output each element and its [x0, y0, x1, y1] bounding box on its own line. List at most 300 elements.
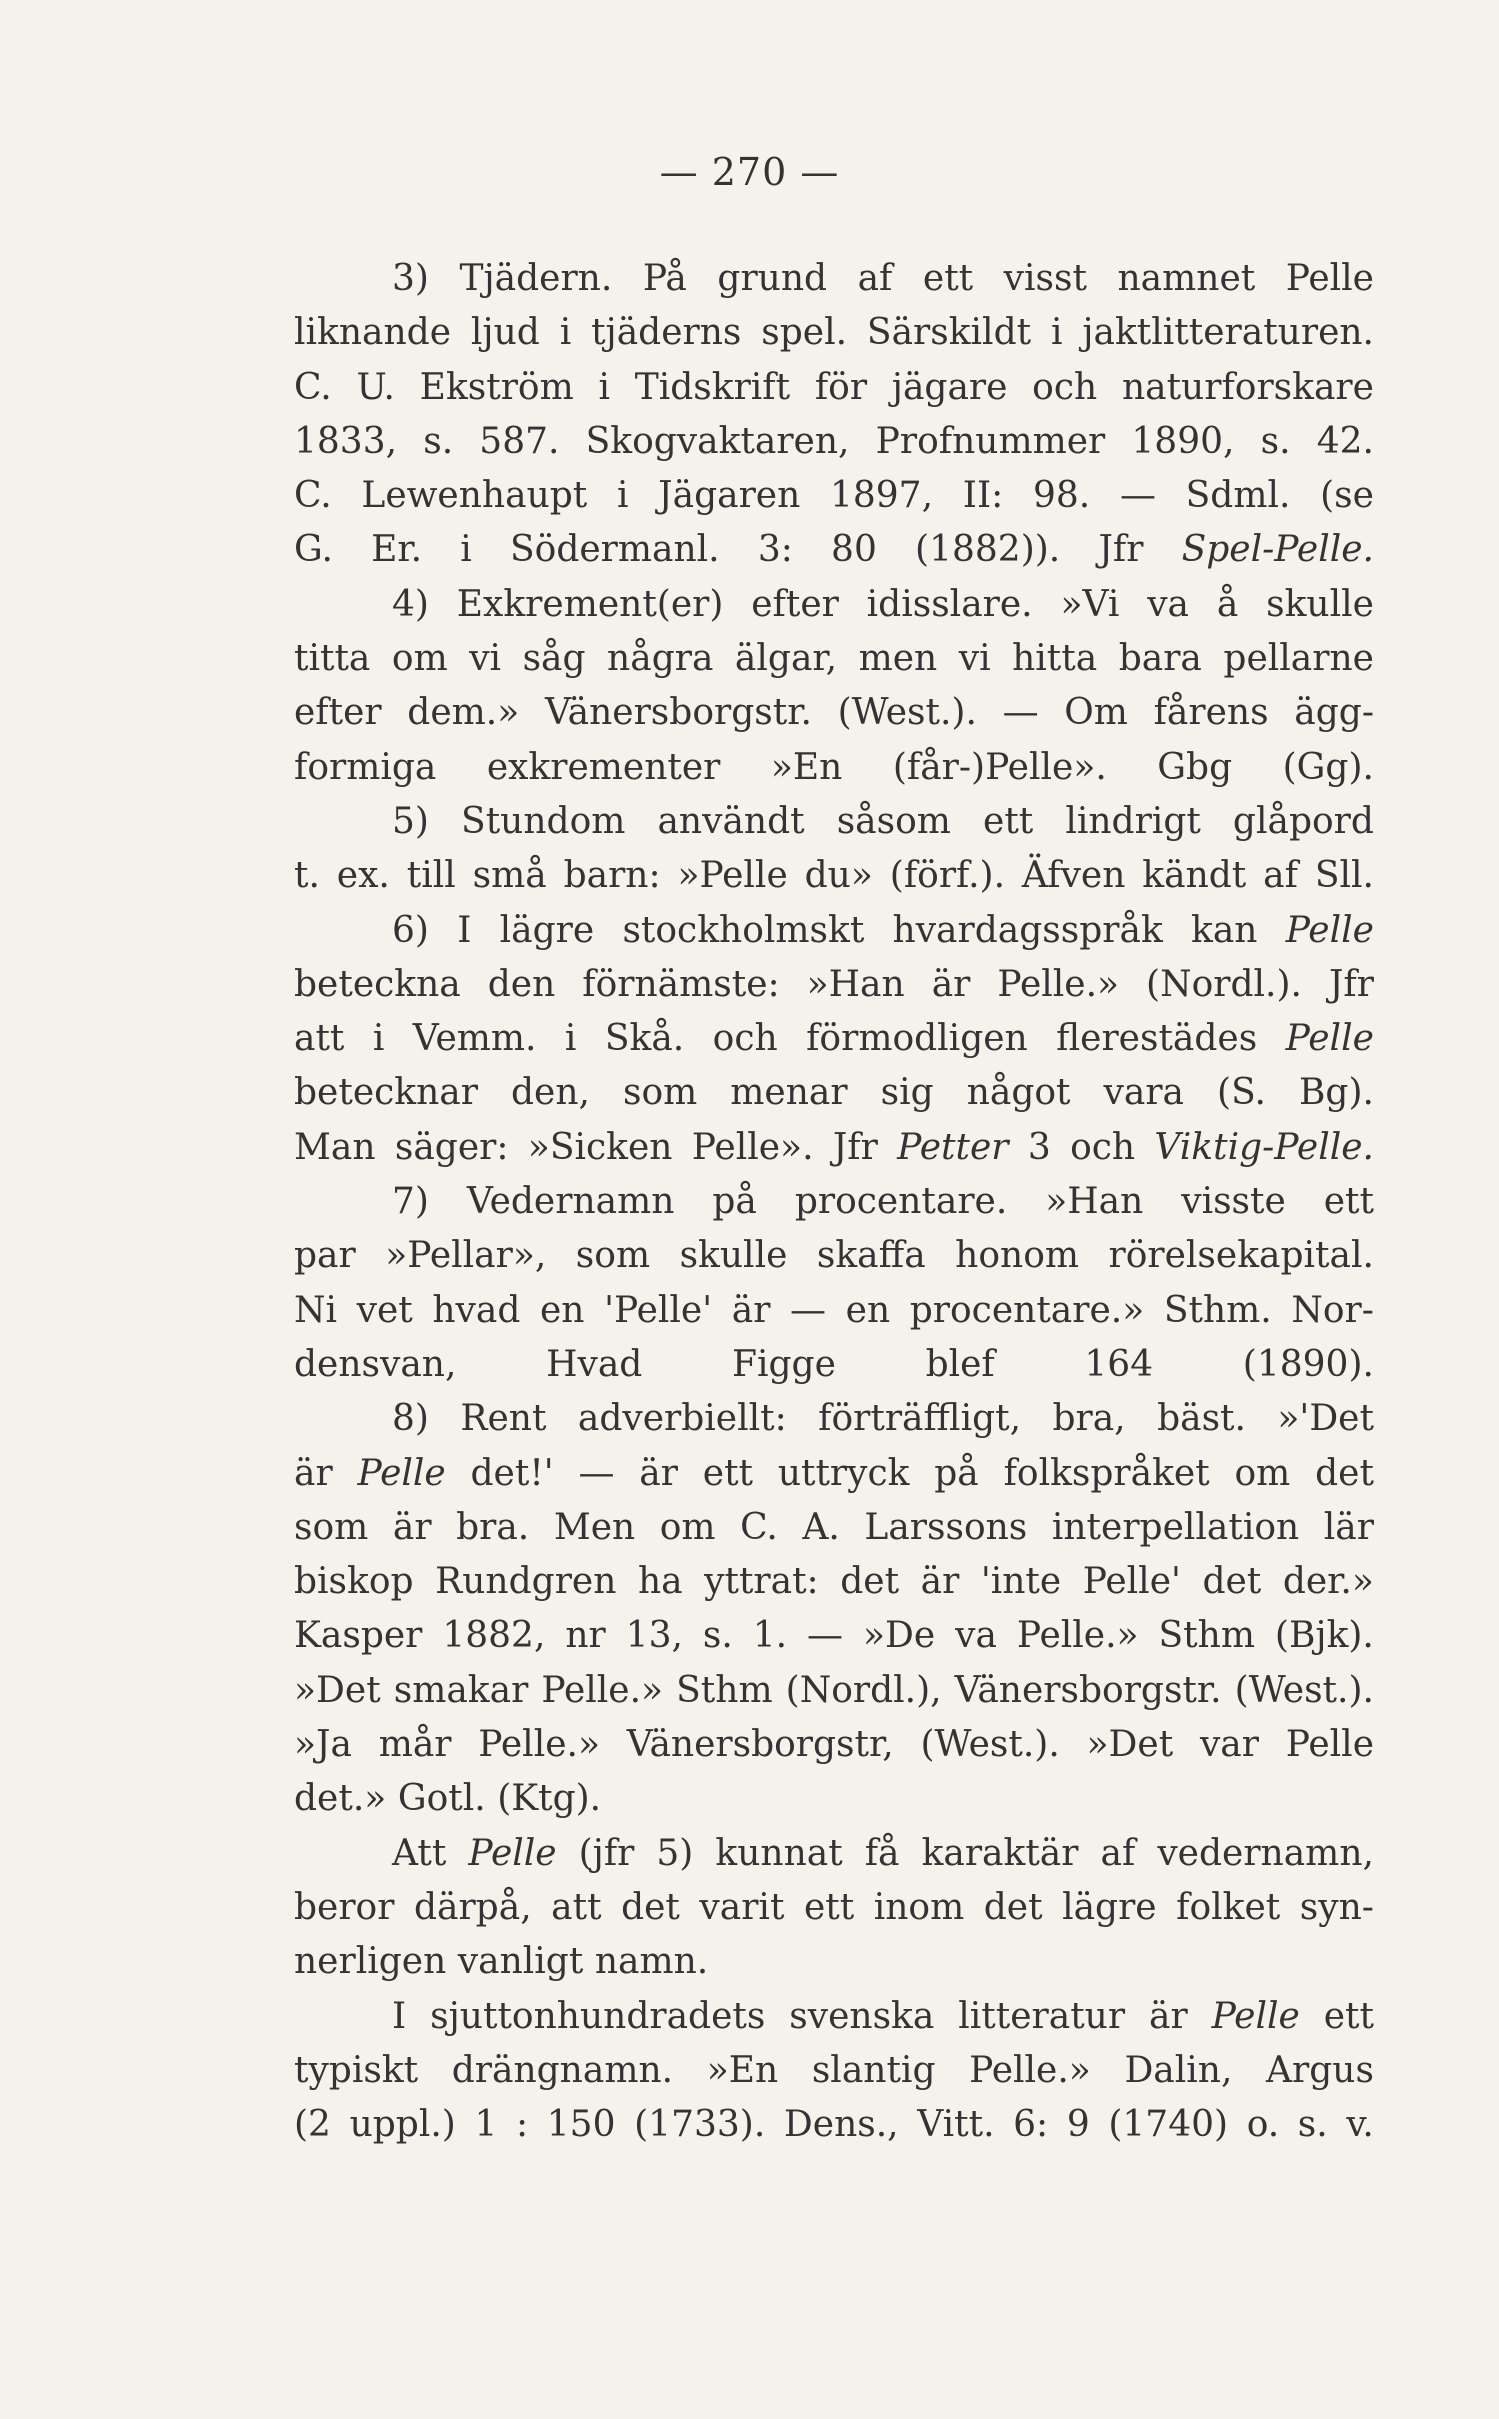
word: t. — [294, 855, 320, 897]
word: bäst. — [1157, 1398, 1246, 1440]
word: »Det — [294, 1669, 381, 1711]
word: Pelle — [1285, 909, 1374, 951]
word: ett — [922, 258, 974, 299]
word: interpellation — [1051, 1506, 1300, 1548]
word: 1890, — [1131, 420, 1235, 462]
word: rörelsekapital. — [1108, 1235, 1374, 1277]
word: procentare.» — [909, 1289, 1145, 1331]
text-line — [294, 1338, 1374, 1392]
word: Vemm. — [412, 1018, 537, 1060]
word: Pelle.» — [1016, 1615, 1139, 1657]
word: : — [516, 2104, 529, 2146]
word: en — [539, 1289, 585, 1331]
word: Skogvaktaren, — [585, 420, 850, 462]
word: är — [920, 1561, 960, 1603]
word: små — [472, 855, 547, 897]
word: ex. — [336, 855, 390, 897]
word: en — [845, 1289, 891, 1331]
word: jaktlitteraturen. — [1082, 312, 1374, 354]
word: 'Pelle' — [604, 1289, 713, 1331]
word: ett — [1323, 1181, 1374, 1223]
word: — — [1002, 692, 1039, 734]
word: pellarne — [1223, 638, 1374, 680]
word: för — [814, 366, 868, 408]
word: Rent — [460, 1398, 547, 1440]
word: Pelle — [468, 1832, 557, 1874]
word: är — [392, 1506, 432, 1548]
text-line — [294, 958, 1374, 1012]
word: det.» — [294, 1778, 387, 1820]
word: »Pelle — [677, 855, 788, 897]
word: i — [460, 529, 472, 571]
word: Vitt. — [917, 2104, 995, 2146]
word: karaktär — [921, 1832, 1079, 1874]
word: du» — [804, 855, 873, 897]
text-line — [294, 1447, 1374, 1501]
word: lägre — [1062, 1886, 1157, 1928]
word: (1733). — [634, 2104, 766, 2146]
word: adverbiellt: — [577, 1398, 787, 1440]
word: 13, — [625, 1615, 683, 1657]
word: visst — [1003, 258, 1087, 299]
word: som — [622, 1072, 698, 1114]
word: Att — [392, 1832, 447, 1874]
word: Sthm — [676, 1669, 773, 1711]
word: ett — [983, 800, 1034, 842]
word: om — [1234, 1452, 1291, 1494]
word: namnet — [1117, 258, 1256, 299]
text-line — [294, 686, 1374, 740]
word: jägare — [891, 366, 1008, 408]
word: det — [1315, 1452, 1374, 1494]
word: stockholmskt — [622, 909, 865, 951]
word: yttrat: — [704, 1561, 819, 1603]
word: i — [616, 475, 629, 517]
word: i — [598, 366, 610, 408]
word: »En — [706, 2049, 779, 2091]
word: få — [864, 1832, 900, 1874]
text-line — [294, 1881, 1374, 1935]
word: Pelle — [1285, 1724, 1374, 1766]
word: ett — [702, 1452, 754, 1494]
text-line — [294, 1609, 1374, 1663]
word: beteckna — [294, 963, 461, 1005]
word: titta — [294, 638, 371, 680]
text-line — [294, 578, 1374, 632]
word: och — [1070, 1126, 1136, 1168]
word: uppl.) — [349, 2104, 456, 2146]
word: Pelle.» — [478, 1724, 600, 1766]
word: det — [983, 1886, 1043, 1928]
word: Vänersborgstr. — [544, 692, 812, 734]
word: 98. — [1032, 475, 1091, 517]
word: »En — [770, 746, 843, 788]
word: 587. — [479, 420, 560, 462]
word: barn: — [563, 855, 661, 897]
word: efter — [751, 583, 839, 625]
word: II: — [962, 475, 1004, 517]
word: »'Det — [1277, 1398, 1374, 1440]
word: lägre — [499, 909, 595, 951]
text-line — [294, 795, 1374, 849]
text-line — [294, 1392, 1374, 1446]
word: 1882, — [442, 1615, 546, 1657]
text-line — [294, 252, 1374, 306]
text-line — [294, 1555, 1374, 1609]
word: vi — [958, 638, 991, 680]
word: sig — [880, 1072, 934, 1114]
word: Lewenhaupt — [361, 475, 588, 517]
word: är — [294, 1452, 333, 1494]
text-line — [294, 1066, 1374, 1120]
word: om — [659, 1506, 716, 1548]
word: typiskt — [294, 2049, 419, 2091]
word: Exkrement(er) — [456, 583, 724, 625]
word: Hvad — [546, 1343, 643, 1385]
word: Vänersborgstr, — [626, 1724, 894, 1766]
word: i — [564, 1018, 577, 1060]
word: 164 — [1084, 1343, 1154, 1385]
word: 3 — [1027, 1126, 1051, 1168]
text-line — [294, 1121, 1374, 1175]
word: men — [858, 638, 938, 680]
word: Bg). — [1298, 1072, 1374, 1114]
word: af — [857, 258, 893, 299]
word: kunnat — [715, 1832, 843, 1874]
word: bra. — [456, 1506, 530, 1548]
word: därpå, — [413, 1886, 532, 1928]
word: på — [934, 1452, 979, 1494]
word: 150 — [546, 2104, 616, 2146]
body-text — [294, 252, 1374, 2152]
word: Pelle — [1285, 1018, 1374, 1060]
text-line — [294, 469, 1374, 523]
text-line — [294, 1935, 1374, 1989]
word: vi — [469, 638, 502, 680]
word: smakar — [393, 1669, 529, 1711]
word: 4) — [392, 583, 429, 625]
word: Viktig-Pelle. — [1154, 1126, 1374, 1168]
word: vedernamn, — [1157, 1832, 1374, 1874]
word: ägg- — [1294, 692, 1374, 734]
word: något — [966, 1072, 1071, 1114]
word: Sthm. — [1163, 1289, 1272, 1331]
word: exkrementer — [486, 746, 721, 788]
word: är — [931, 963, 971, 1005]
word: biskop — [294, 1561, 414, 1603]
word: (S. — [1217, 1072, 1266, 1114]
word: der.» — [1282, 1561, 1374, 1603]
word: skaffa — [816, 1235, 926, 1277]
word: C. — [294, 366, 332, 408]
word: Tidskrift — [634, 366, 791, 408]
word: Jfr — [832, 1126, 878, 1168]
word: 1833, — [294, 420, 398, 462]
word: Pelle — [357, 1452, 446, 1494]
word: af — [1263, 855, 1298, 897]
word: (Nordl.), — [785, 1669, 942, 1711]
word: bara — [1118, 638, 1202, 680]
word: flerestädes — [1056, 1018, 1258, 1060]
word: (West.). — [837, 692, 977, 734]
word: såg — [522, 638, 586, 680]
word: 6) — [392, 909, 429, 951]
word: mår — [378, 1724, 452, 1766]
word: glåpord — [1232, 800, 1374, 842]
word: Ni — [294, 1289, 338, 1331]
word: det — [1202, 1561, 1262, 1603]
word: (Ktg). — [497, 1778, 602, 1820]
word: (se — [1320, 475, 1374, 517]
word: Sthm — [1158, 1615, 1255, 1657]
word: svenska — [789, 1995, 935, 2037]
word: kändt — [1142, 855, 1247, 897]
word: Ekström — [419, 366, 574, 408]
word: nr — [565, 1615, 606, 1657]
text-line — [294, 632, 1374, 686]
text-line — [294, 1012, 1374, 1066]
word: menar — [730, 1072, 848, 1114]
word: G. — [294, 529, 333, 571]
word: ha — [637, 1561, 683, 1603]
word: lär — [1323, 1506, 1374, 1548]
word: att — [294, 1018, 345, 1060]
word: i — [559, 312, 572, 354]
word: såsom — [836, 800, 951, 842]
word: hitta — [1012, 638, 1098, 680]
word: (West.). — [1234, 1669, 1374, 1711]
word: tjäderns — [591, 312, 742, 354]
word: 7) — [392, 1181, 429, 1223]
text-line — [294, 1284, 1374, 1338]
word: säger: — [394, 1126, 509, 1168]
word: syn- — [1299, 1886, 1374, 1928]
text-line — [294, 2098, 1374, 2152]
word: visste — [1181, 1181, 1286, 1223]
word: Vedernamn — [466, 1181, 675, 1223]
word: är — [639, 1452, 678, 1494]
word: 9 — [1066, 2104, 1090, 2146]
word: grund — [717, 258, 828, 299]
word: Jfr — [1098, 529, 1144, 571]
word: Sdml. — [1185, 475, 1291, 517]
word: »De — [862, 1615, 936, 1657]
word: formiga — [294, 746, 437, 788]
word: s. — [1260, 420, 1291, 462]
text-line — [294, 306, 1374, 360]
word: (får-)Pelle». — [892, 746, 1107, 788]
word: ett — [803, 1886, 855, 1928]
word: Kasper — [294, 1615, 423, 1657]
word: På — [642, 258, 687, 299]
word: va — [955, 1615, 997, 1657]
word: kan — [1191, 909, 1258, 951]
word: Pelle.» — [997, 963, 1120, 1005]
word: Sll. — [1314, 855, 1374, 897]
word: namn. — [594, 1941, 709, 1983]
word: Larssons — [864, 1506, 1028, 1548]
word: »Vi — [1060, 583, 1120, 625]
word: blef — [925, 1343, 995, 1385]
word: »Ja — [294, 1724, 352, 1766]
word: sjuttonhundradets — [430, 1995, 766, 2037]
word: C. — [740, 1506, 778, 1548]
word: uttryck — [777, 1452, 910, 1494]
page-number: — 270 — — [659, 150, 840, 194]
word: (Bjk). — [1274, 1615, 1374, 1657]
word: vanligt — [457, 1941, 584, 1983]
word: förträffligt, — [818, 1398, 1022, 1440]
word: litteratur — [958, 1995, 1126, 2037]
word: Nor- — [1291, 1289, 1374, 1331]
word: skulle — [679, 1235, 788, 1277]
word: procentare. — [794, 1181, 1008, 1223]
text-line — [294, 1229, 1374, 1283]
word: i — [1050, 312, 1063, 354]
word: Äfven — [1021, 855, 1126, 897]
word: det — [840, 1561, 900, 1603]
word: Er. — [371, 529, 423, 571]
text-line — [294, 741, 1374, 795]
word: densvan, — [294, 1343, 457, 1385]
word: Petter — [897, 1126, 1009, 1168]
word: liknande — [294, 312, 452, 354]
word: 1. — [752, 1615, 788, 1657]
word: s. — [1297, 2104, 1328, 2146]
word: är — [1148, 1995, 1188, 2037]
text-line — [294, 361, 1374, 415]
word: s. — [423, 420, 454, 462]
word: idisslare. — [866, 583, 1033, 625]
word: par — [294, 1235, 356, 1277]
text-line — [294, 1827, 1374, 1881]
word: att — [551, 1886, 602, 1928]
word: Rundgren — [435, 1561, 617, 1603]
word: spel. — [761, 312, 848, 354]
word: om — [391, 638, 448, 680]
word: (1890). — [1242, 1343, 1374, 1385]
word: (West.). — [920, 1724, 1060, 1766]
word: folkspråket — [1003, 1452, 1210, 1494]
word: — — [578, 1452, 615, 1494]
word: (förf.). — [889, 855, 1006, 897]
word: folket — [1176, 1886, 1281, 1928]
word: förmodligen — [806, 1018, 1028, 1060]
word: Spel-Pelle. — [1181, 529, 1374, 571]
word: Gbg — [1157, 746, 1233, 788]
word: och — [1032, 366, 1098, 408]
text-line — [294, 1501, 1374, 1555]
word: I — [457, 909, 472, 951]
word: 1897, — [829, 475, 934, 517]
word: nerligen — [294, 1941, 447, 1983]
word: Profnummer — [875, 420, 1106, 462]
word: 42. — [1316, 420, 1374, 462]
word: o. — [1246, 2104, 1280, 2146]
word: »Han — [806, 963, 905, 1005]
word: 80 — [831, 529, 877, 571]
word: I — [392, 1995, 407, 2037]
word: Pelle.» — [541, 1669, 664, 1711]
word: »Han — [1045, 1181, 1144, 1223]
word: 5) — [392, 800, 429, 842]
word: C. — [294, 475, 332, 517]
word: »Det — [1086, 1724, 1174, 1766]
word: som — [294, 1506, 369, 1548]
text-line — [294, 904, 1374, 958]
word: Gotl. — [397, 1778, 486, 1820]
word: (1882)). — [915, 529, 1061, 571]
word: i — [372, 1018, 385, 1060]
word: »Sicken — [527, 1126, 673, 1168]
word: det!' — [470, 1452, 554, 1494]
word: — — [790, 1289, 827, 1331]
word: å — [1216, 583, 1239, 625]
word: Vänersborgstr. — [954, 1669, 1222, 1711]
word: (2 — [294, 2104, 331, 2146]
word: Pelle — [1211, 1995, 1300, 2037]
word: hvad — [432, 1289, 521, 1331]
word: betecknar — [294, 1072, 478, 1114]
word: v. — [1346, 2104, 1374, 2146]
word: Skå. — [604, 1018, 685, 1060]
word: Men — [553, 1506, 636, 1548]
word: till — [406, 855, 456, 897]
word: 1 — [474, 2104, 498, 2146]
word: Jfr — [1328, 963, 1374, 1005]
text-line — [294, 1175, 1374, 1229]
word: vara — [1103, 1072, 1185, 1114]
word: — — [807, 1615, 844, 1657]
word: Jägaren — [658, 475, 801, 517]
word: Tjädern. — [459, 258, 613, 299]
word: på — [712, 1181, 757, 1223]
word: (Nordl.). — [1146, 963, 1302, 1005]
word: Om — [1064, 692, 1128, 734]
text-line — [294, 523, 1374, 577]
word: af — [1100, 1832, 1136, 1874]
word: — — [1119, 475, 1156, 517]
word: Särskildt — [866, 312, 1032, 354]
word: Figge — [732, 1343, 836, 1385]
word: dem.» — [407, 692, 520, 734]
word: 3: — [757, 529, 793, 571]
word: förnämste: — [582, 963, 780, 1005]
word: Pelle.» — [969, 2049, 1091, 2091]
word: och — [712, 1018, 778, 1060]
word: den, — [510, 1072, 590, 1114]
word: Argus — [1266, 2049, 1374, 2091]
word: efter — [294, 692, 382, 734]
text-line — [294, 849, 1374, 903]
word: 8) — [392, 1398, 429, 1440]
text-line — [294, 415, 1374, 469]
word: ett — [1323, 1995, 1374, 2037]
word: varit — [699, 1886, 785, 1928]
word: användt — [657, 800, 805, 842]
word: ljud — [470, 312, 540, 354]
word: honom — [955, 1235, 1080, 1277]
word: (1740) — [1108, 2104, 1229, 2146]
text-line — [294, 1664, 1374, 1718]
word: va — [1147, 583, 1189, 625]
word: hvardagsspråk — [892, 909, 1163, 951]
word: vet — [356, 1289, 413, 1331]
word: A. — [802, 1506, 840, 1548]
word: U. — [356, 366, 395, 408]
word: 'inte — [980, 1561, 1062, 1603]
word: älgar, — [734, 638, 838, 680]
